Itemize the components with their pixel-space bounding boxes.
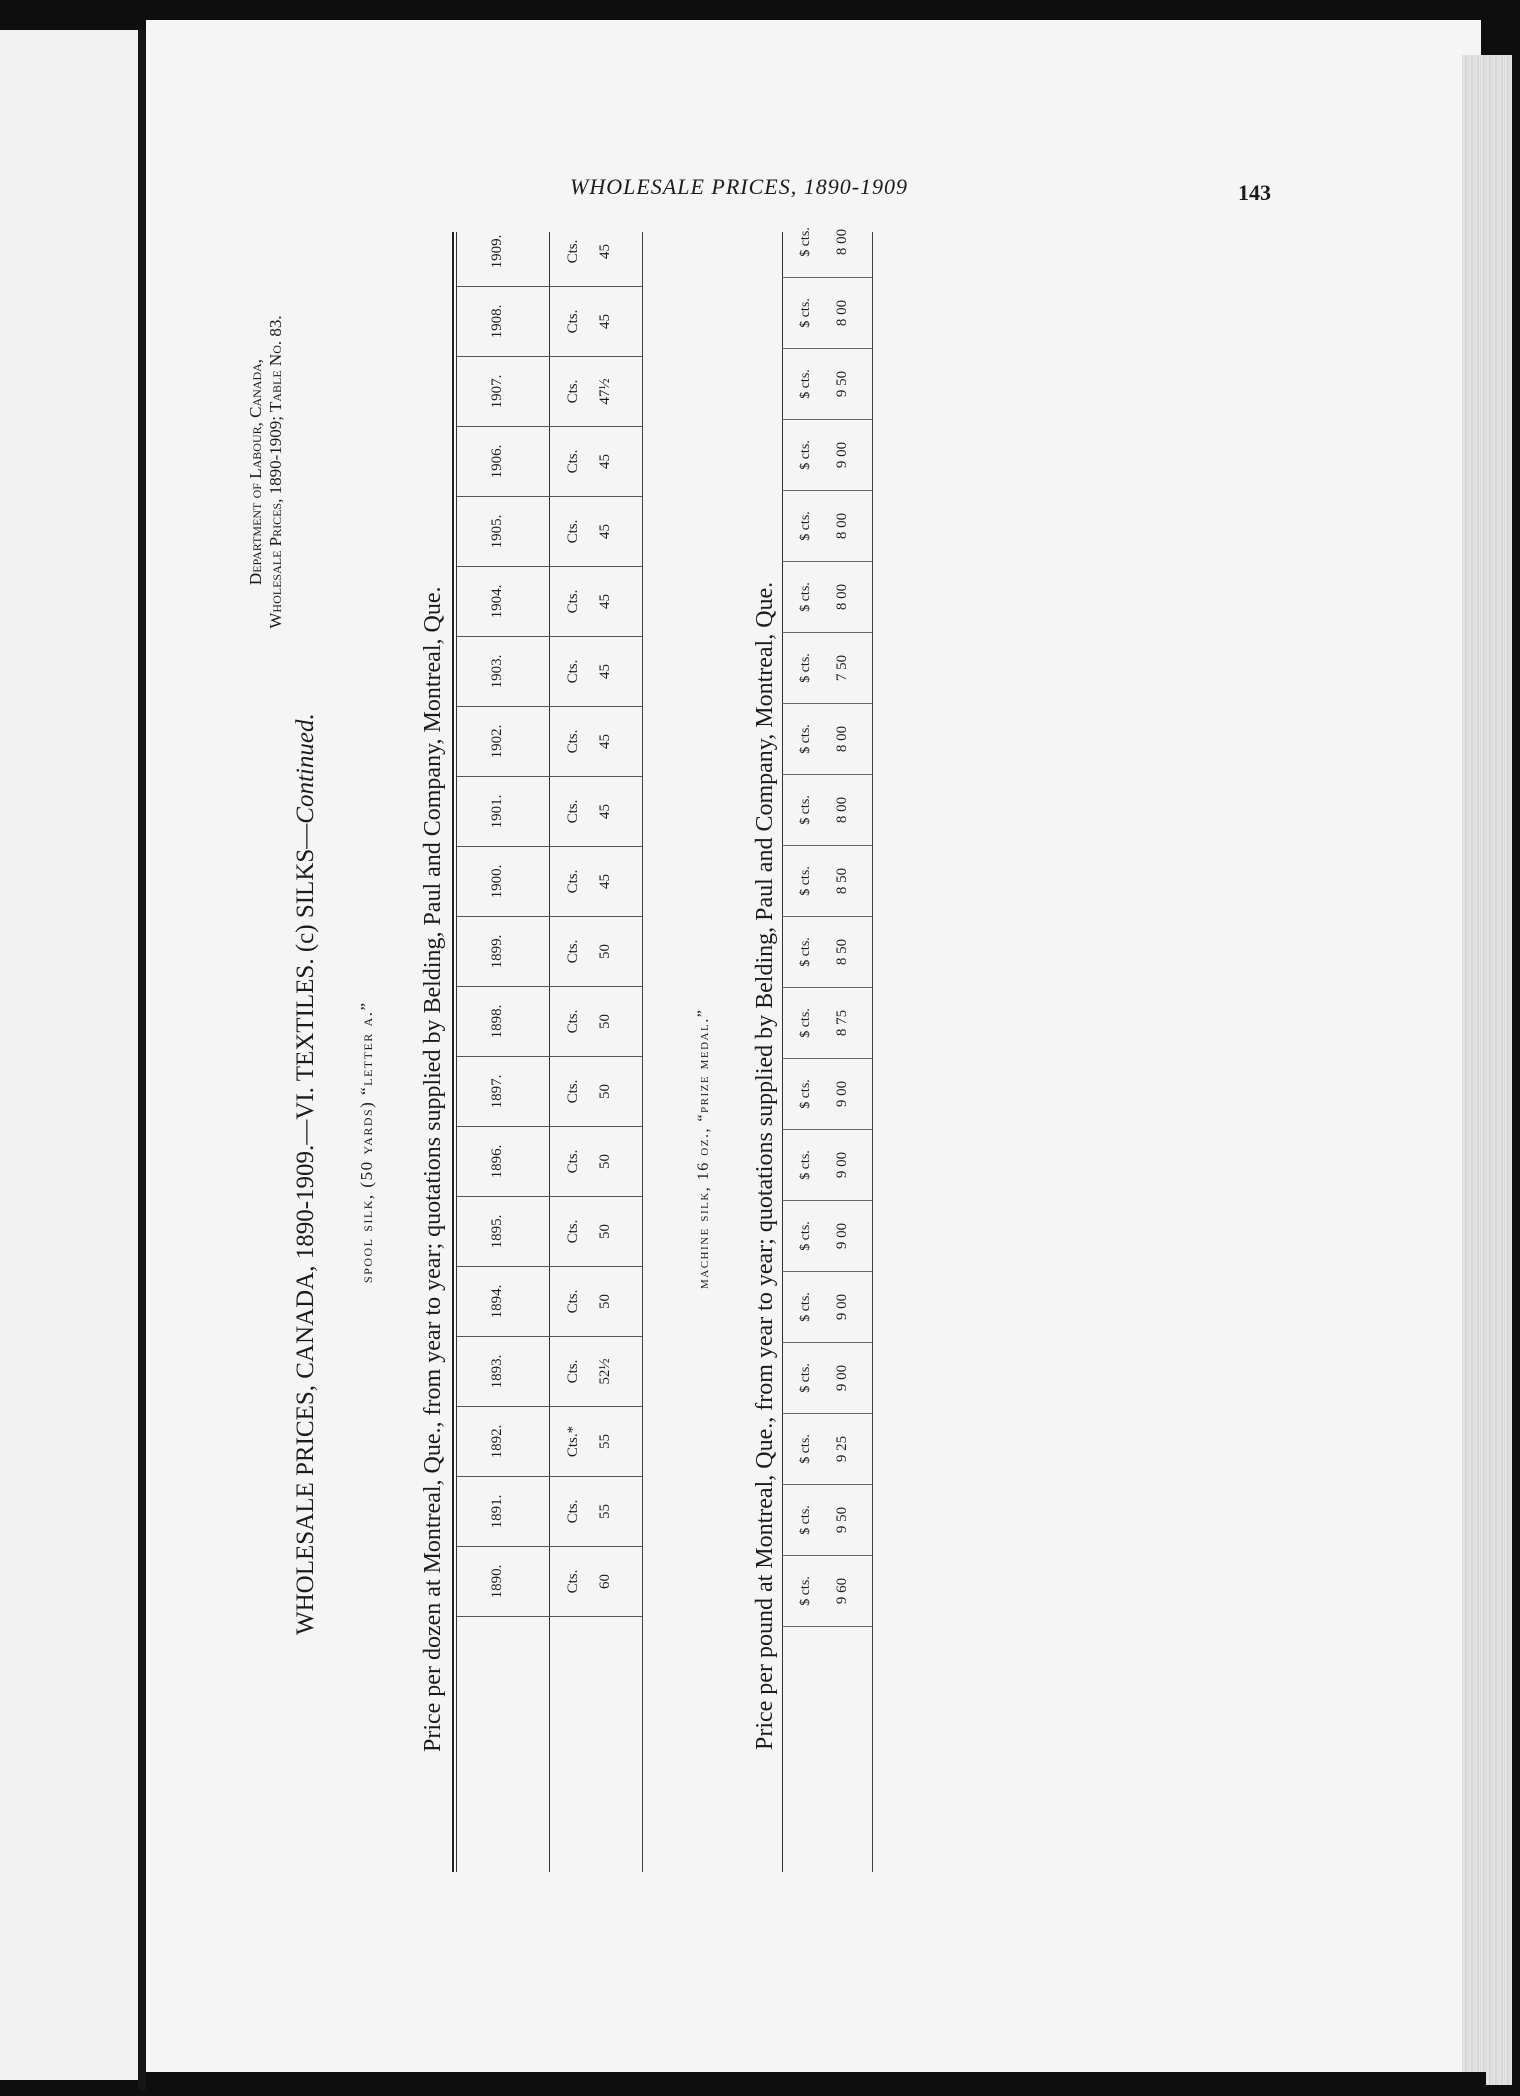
year-column bbox=[782, 420, 872, 491]
year-column bbox=[782, 562, 872, 633]
year-header: 1904. bbox=[489, 584, 505, 619]
page-title bbox=[292, 0, 320, 1635]
price-value: 45 bbox=[597, 804, 613, 819]
price-value: 55 bbox=[597, 1504, 613, 1519]
unit-label: $ cts. bbox=[798, 1221, 813, 1251]
year-column bbox=[457, 217, 642, 287]
machine-silk-heading bbox=[695, 0, 713, 1289]
unit-label: Cts. bbox=[565, 519, 581, 544]
unit-label: $ cts. bbox=[798, 1150, 813, 1180]
unit-label: Cts. bbox=[565, 239, 581, 264]
unit-label: Cts. bbox=[565, 939, 581, 964]
price-value: 45 bbox=[597, 244, 613, 259]
price-value: 9 00 bbox=[834, 441, 850, 469]
machine-silk-heading-name: “prize medal.” bbox=[695, 1008, 712, 1122]
price-value: 45 bbox=[597, 734, 613, 749]
price-value: 45 bbox=[597, 874, 613, 889]
year-header: 1909. bbox=[489, 234, 505, 269]
unit-label: $ cts. bbox=[798, 1292, 813, 1322]
year-header: 1900. bbox=[489, 864, 505, 899]
year-column bbox=[457, 637, 642, 707]
unit-label: Cts. bbox=[565, 659, 581, 684]
machine-silk-table bbox=[782, 227, 922, 1872]
year-column bbox=[782, 278, 872, 349]
price-value: 50 bbox=[597, 1014, 613, 1029]
price-value: 50 bbox=[597, 1154, 613, 1169]
unit-label: Cts. bbox=[565, 729, 581, 754]
price-value: 9 50 bbox=[834, 370, 850, 398]
year-column bbox=[782, 1485, 872, 1556]
page-edges bbox=[1462, 55, 1512, 2085]
price-value: 8 00 bbox=[834, 228, 850, 256]
year-column bbox=[782, 1059, 872, 1130]
page-title-text: WHOLESALE PRICES, CANADA, 1890-1909.—VI. TEXTILES. (c) SILKS— bbox=[292, 823, 319, 1635]
year-column bbox=[457, 1267, 642, 1337]
stub-column bbox=[457, 1617, 642, 1872]
unit-label: $ cts. bbox=[798, 937, 813, 967]
price-value: 9 00 bbox=[834, 1151, 850, 1179]
unit-label: Cts. bbox=[565, 1499, 581, 1524]
year-column bbox=[457, 1057, 642, 1127]
spool-silk-heading-name: “letter a.” bbox=[357, 1001, 376, 1095]
unit-label: Cts. bbox=[565, 799, 581, 824]
unit-label: $ cts. bbox=[798, 298, 813, 328]
unit-label: $ cts. bbox=[798, 440, 813, 470]
price-value: 8 00 bbox=[834, 512, 850, 540]
table-rule bbox=[642, 232, 643, 1872]
year-column bbox=[457, 987, 642, 1057]
price-value: 50 bbox=[597, 1294, 613, 1309]
year-header: 1898. bbox=[489, 1004, 505, 1039]
price-value: 9 60 bbox=[834, 1577, 850, 1605]
year-column bbox=[457, 1337, 642, 1407]
unit-label: $ cts. bbox=[798, 866, 813, 896]
year-column bbox=[782, 988, 872, 1059]
unit-label: Cts. bbox=[565, 1149, 581, 1174]
unit-label: Cts. bbox=[565, 1009, 581, 1034]
price-value: 8 50 bbox=[834, 938, 850, 966]
price-value: 55 bbox=[597, 1434, 613, 1449]
year-column bbox=[782, 1414, 872, 1485]
table-rule bbox=[452, 232, 454, 1872]
year-column bbox=[782, 1556, 872, 1627]
scan-border bbox=[146, 2072, 1486, 2096]
year-column bbox=[457, 1547, 642, 1617]
year-column bbox=[457, 427, 642, 497]
price-value: 45 bbox=[597, 594, 613, 609]
year-column bbox=[457, 287, 642, 357]
price-value: 47½ bbox=[597, 378, 613, 405]
unit-label: $ cts. bbox=[798, 227, 813, 257]
year-column bbox=[457, 567, 642, 637]
page-number: 143 bbox=[1238, 180, 1271, 205]
machine-silk-caption: Price per pound at Montreal, Que., from year to year; quotations supplied by Belding, Paul and Company, Montreal, Que. bbox=[752, 581, 778, 1750]
year-header: 1907. bbox=[489, 374, 505, 409]
unit-label: Cts. bbox=[565, 1289, 581, 1314]
price-value: 50 bbox=[597, 1224, 613, 1239]
unit-label: Cts. bbox=[565, 1359, 581, 1384]
year-header: 1908. bbox=[489, 304, 505, 339]
year-column bbox=[457, 917, 642, 987]
year-column bbox=[782, 775, 872, 846]
unit-label: $ cts. bbox=[798, 582, 813, 612]
year-column bbox=[457, 847, 642, 917]
year-header: 1903. bbox=[489, 654, 505, 689]
department-line-2: Wholesale Prices, 1890-1909; Table No. 83. bbox=[266, 315, 285, 629]
price-value: 8 00 bbox=[834, 796, 850, 824]
price-value: 50 bbox=[597, 1084, 613, 1099]
price-value: 8 00 bbox=[834, 725, 850, 753]
price-value: 8 00 bbox=[834, 299, 850, 327]
year-header: 1899. bbox=[489, 934, 505, 969]
year-column bbox=[457, 1197, 642, 1267]
unit-label: Cts. bbox=[565, 379, 581, 404]
year-column bbox=[782, 1343, 872, 1414]
price-value: 7 50 bbox=[834, 654, 850, 682]
spool-silk-heading bbox=[357, 0, 377, 1283]
price-value: 8 75 bbox=[834, 1009, 850, 1037]
spool-silk-heading-prefix: spool silk, (50 yards) bbox=[357, 1100, 376, 1283]
year-column bbox=[782, 207, 872, 278]
year-header: 1894. bbox=[489, 1284, 505, 1319]
running-head: WHOLESALE PRICES, 1890-1909 bbox=[570, 174, 909, 199]
unit-label: $ cts. bbox=[798, 1434, 813, 1464]
unit-label: $ cts. bbox=[798, 1008, 813, 1038]
price-value: 9 00 bbox=[834, 1364, 850, 1392]
price-value: 45 bbox=[597, 664, 613, 679]
year-column bbox=[457, 707, 642, 777]
facing-page bbox=[0, 30, 142, 2080]
unit-label: $ cts. bbox=[798, 369, 813, 399]
year-column bbox=[457, 357, 642, 427]
price-value: 9 00 bbox=[834, 1222, 850, 1250]
price-value: 45 bbox=[597, 524, 613, 539]
unit-label: Cts. bbox=[565, 1079, 581, 1104]
year-column bbox=[457, 1477, 642, 1547]
year-column bbox=[782, 633, 872, 704]
year-column bbox=[457, 777, 642, 847]
year-header: 1906. bbox=[489, 444, 505, 479]
price-value: 9 00 bbox=[834, 1293, 850, 1321]
year-columns bbox=[457, 217, 642, 1617]
unit-label: Cts. bbox=[565, 1569, 581, 1594]
year-column bbox=[457, 497, 642, 567]
year-header: 1890. bbox=[489, 1564, 505, 1599]
price-value: 9 25 bbox=[834, 1435, 850, 1463]
continued-label: Continued. bbox=[292, 713, 319, 824]
unit-label: Cts. bbox=[565, 1219, 581, 1244]
price-value: 9 50 bbox=[834, 1506, 850, 1534]
year-column bbox=[782, 846, 872, 917]
year-column bbox=[782, 491, 872, 562]
department-line-1: Department of Labour, Canada, bbox=[246, 358, 265, 586]
year-header: 1901. bbox=[489, 794, 505, 829]
year-column bbox=[782, 917, 872, 988]
unit-label: $ cts. bbox=[798, 1505, 813, 1535]
unit-label: Cts. bbox=[565, 309, 581, 334]
year-columns bbox=[782, 207, 872, 1627]
unit-label: $ cts. bbox=[798, 1576, 813, 1606]
year-column bbox=[782, 1130, 872, 1201]
department-header bbox=[246, 212, 286, 732]
year-column bbox=[457, 1407, 642, 1477]
year-header: 1897. bbox=[489, 1074, 505, 1109]
unit-label: $ cts. bbox=[798, 1363, 813, 1393]
price-value: 9 00 bbox=[834, 1080, 850, 1108]
spool-silk-table bbox=[452, 232, 677, 1872]
unit-label: Cts. bbox=[565, 869, 581, 894]
year-header: 1896. bbox=[489, 1144, 505, 1179]
year-column bbox=[782, 1272, 872, 1343]
year-header: 1893. bbox=[489, 1354, 505, 1389]
price-value: 8 50 bbox=[834, 867, 850, 895]
year-header: 1902. bbox=[489, 724, 505, 759]
unit-label: $ cts. bbox=[798, 724, 813, 754]
price-value: 45 bbox=[597, 454, 613, 469]
year-column bbox=[782, 1201, 872, 1272]
table-rule bbox=[872, 232, 873, 1872]
unit-label: Cts. bbox=[565, 589, 581, 614]
unit-label: Cts.* bbox=[565, 1425, 581, 1458]
spool-silk-caption: Price per dozen at Montreal, Que., from year to year; quotations supplied by Belding, Paul and Company, Montreal, Que. bbox=[420, 586, 446, 1752]
unit-label: $ cts. bbox=[798, 795, 813, 825]
price-value: 45 bbox=[597, 314, 613, 329]
unit-label: $ cts. bbox=[798, 653, 813, 683]
unit-label: Cts. bbox=[565, 449, 581, 474]
year-header: 1895. bbox=[489, 1214, 505, 1249]
year-header: 1892. bbox=[489, 1424, 505, 1459]
year-header: 1891. bbox=[489, 1494, 505, 1529]
unit-label: $ cts. bbox=[798, 511, 813, 541]
price-value: 52½ bbox=[597, 1358, 613, 1385]
year-column bbox=[457, 1127, 642, 1197]
price-value: 8 00 bbox=[834, 583, 850, 611]
year-column bbox=[782, 349, 872, 420]
year-column bbox=[782, 704, 872, 775]
unit-label: $ cts. bbox=[798, 1079, 813, 1109]
price-value: 60 bbox=[597, 1574, 613, 1589]
year-header: 1905. bbox=[489, 514, 505, 549]
machine-silk-heading-prefix: machine silk, 16 oz., bbox=[695, 1127, 712, 1289]
price-value: 50 bbox=[597, 944, 613, 959]
